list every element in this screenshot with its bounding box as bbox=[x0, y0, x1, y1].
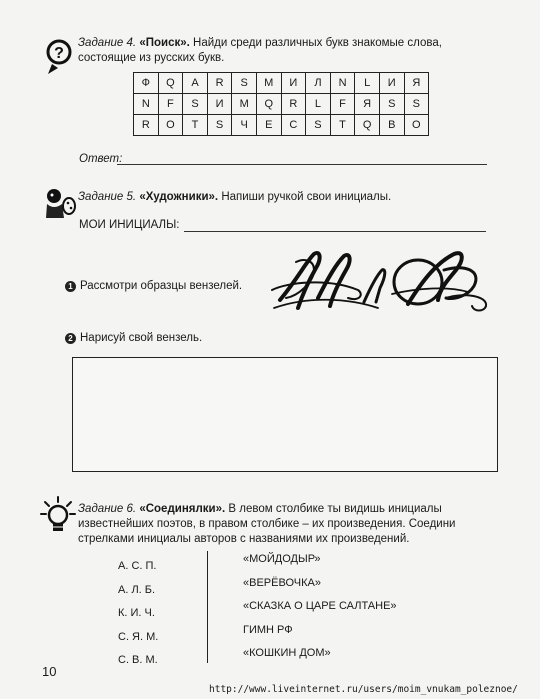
grid-cell[interactable]: И bbox=[379, 73, 404, 94]
grid-cell[interactable]: Ч bbox=[232, 115, 257, 136]
grid-cell[interactable]: M bbox=[232, 94, 257, 115]
letter-grid bbox=[133, 72, 429, 136]
question-magnifier-icon bbox=[44, 38, 74, 78]
grid-row bbox=[134, 94, 429, 115]
grid-cell[interactable]: N bbox=[330, 73, 355, 94]
grid-cell[interactable]: S bbox=[207, 115, 232, 136]
grid-cell[interactable]: S bbox=[232, 73, 257, 94]
grid-cell[interactable]: N bbox=[134, 94, 159, 115]
work-item[interactable]: «КОШКИН ДОМ» bbox=[243, 647, 331, 659]
grid-cell[interactable]: Я bbox=[355, 94, 380, 115]
grid-cell[interactable]: Q bbox=[256, 94, 281, 115]
grid-cell[interactable]: S bbox=[379, 94, 404, 115]
step1-bullet: 1 bbox=[65, 281, 76, 292]
grid-cell[interactable]: F bbox=[330, 94, 355, 115]
grid-cell[interactable]: T bbox=[330, 115, 355, 136]
work-item[interactable]: ГИМН РФ bbox=[243, 623, 293, 636]
task6-text: Задание 6. «Соединялки». В левом столбике ты видишь инициалы известнейших поэтов, в правом столбике – их произведения. Соедини стрелками инициалы авторов с названиями их произведений. bbox=[78, 503, 456, 545]
work-item[interactable]: «МОЙДОДЫР» bbox=[243, 553, 321, 565]
step1-text: Рассмотри образцы вензелей. bbox=[80, 280, 243, 292]
initials-item[interactable]: А. С. П. bbox=[118, 560, 157, 572]
answer-label: Ответ: bbox=[79, 153, 123, 165]
initials-line[interactable] bbox=[184, 231, 486, 232]
task4-text: Задание 4. «Поиск». Найди среди различных букв знакомые слова, состоящие из русских букв. bbox=[78, 37, 442, 64]
grid-cell[interactable]: S bbox=[183, 94, 208, 115]
page-number: 10 bbox=[42, 664, 57, 679]
initials-item[interactable]: А. Л. Б. bbox=[118, 583, 156, 596]
grid-cell[interactable]: O bbox=[404, 115, 429, 136]
grid-cell[interactable]: Q bbox=[158, 73, 183, 94]
grid-row bbox=[134, 73, 429, 94]
task5-text: Задание 5. «Художники». Напиши ручкой свои инициалы. bbox=[78, 191, 392, 203]
grid-cell[interactable]: A bbox=[183, 73, 208, 94]
grid-cell[interactable]: R bbox=[134, 115, 159, 136]
initials-item[interactable]: С. Я. М. bbox=[118, 630, 159, 643]
grid-cell[interactable]: R bbox=[207, 73, 232, 94]
grid-cell[interactable]: M bbox=[256, 73, 281, 94]
grid-cell[interactable]: L bbox=[355, 73, 380, 94]
grid-cell[interactable]: B bbox=[379, 115, 404, 136]
footer-url[interactable]: http://www.liveinternet.ru/users/moim_vnukam_poleznoe/ bbox=[209, 684, 518, 695]
work-item[interactable]: «ВЕРЁВОЧКА» bbox=[243, 576, 321, 589]
step2-text: Нарисуй свой вензель. bbox=[80, 332, 203, 344]
monogram-samples-image bbox=[268, 248, 498, 318]
initials-label: МОИ ИНИЦИАЛЫ: bbox=[79, 219, 180, 231]
grid-row bbox=[134, 115, 429, 136]
grid-cell[interactable]: Ф bbox=[134, 73, 159, 94]
grid-cell[interactable]: T bbox=[183, 115, 208, 136]
grid-cell[interactable]: F bbox=[158, 94, 183, 115]
grid-cell[interactable]: L bbox=[306, 94, 331, 115]
grid-cell[interactable]: S bbox=[306, 115, 331, 136]
grid-cell[interactable]: C bbox=[281, 115, 306, 136]
works-column bbox=[243, 551, 397, 669]
grid-cell[interactable]: O bbox=[158, 115, 183, 136]
grid-cell[interactable]: И bbox=[281, 73, 306, 94]
step2-bullet: 2 bbox=[65, 333, 76, 344]
painter-icon bbox=[42, 186, 76, 222]
work-item[interactable]: «СКАЗКА О ЦАРЕ САЛТАНЕ» bbox=[243, 600, 397, 612]
svg-text:?: ? bbox=[54, 45, 64, 62]
column-divider bbox=[207, 551, 208, 663]
grid-cell[interactable]: Л bbox=[306, 73, 331, 94]
answer-line[interactable] bbox=[117, 164, 487, 165]
grid-cell[interactable]: R bbox=[281, 94, 306, 115]
grid-cell[interactable]: Я bbox=[404, 73, 429, 94]
grid-cell[interactable]: И bbox=[207, 94, 232, 115]
lightbulb-icon bbox=[40, 496, 76, 536]
initials-item[interactable]: С. В. М. bbox=[118, 654, 158, 666]
grid-cell[interactable]: Q bbox=[355, 115, 380, 136]
grid-cell[interactable]: S bbox=[404, 94, 429, 115]
drawing-box[interactable] bbox=[72, 357, 498, 472]
grid-cell[interactable]: E bbox=[256, 115, 281, 136]
initials-item[interactable]: К. И. Ч. bbox=[118, 607, 155, 619]
initials-column bbox=[118, 558, 158, 676]
